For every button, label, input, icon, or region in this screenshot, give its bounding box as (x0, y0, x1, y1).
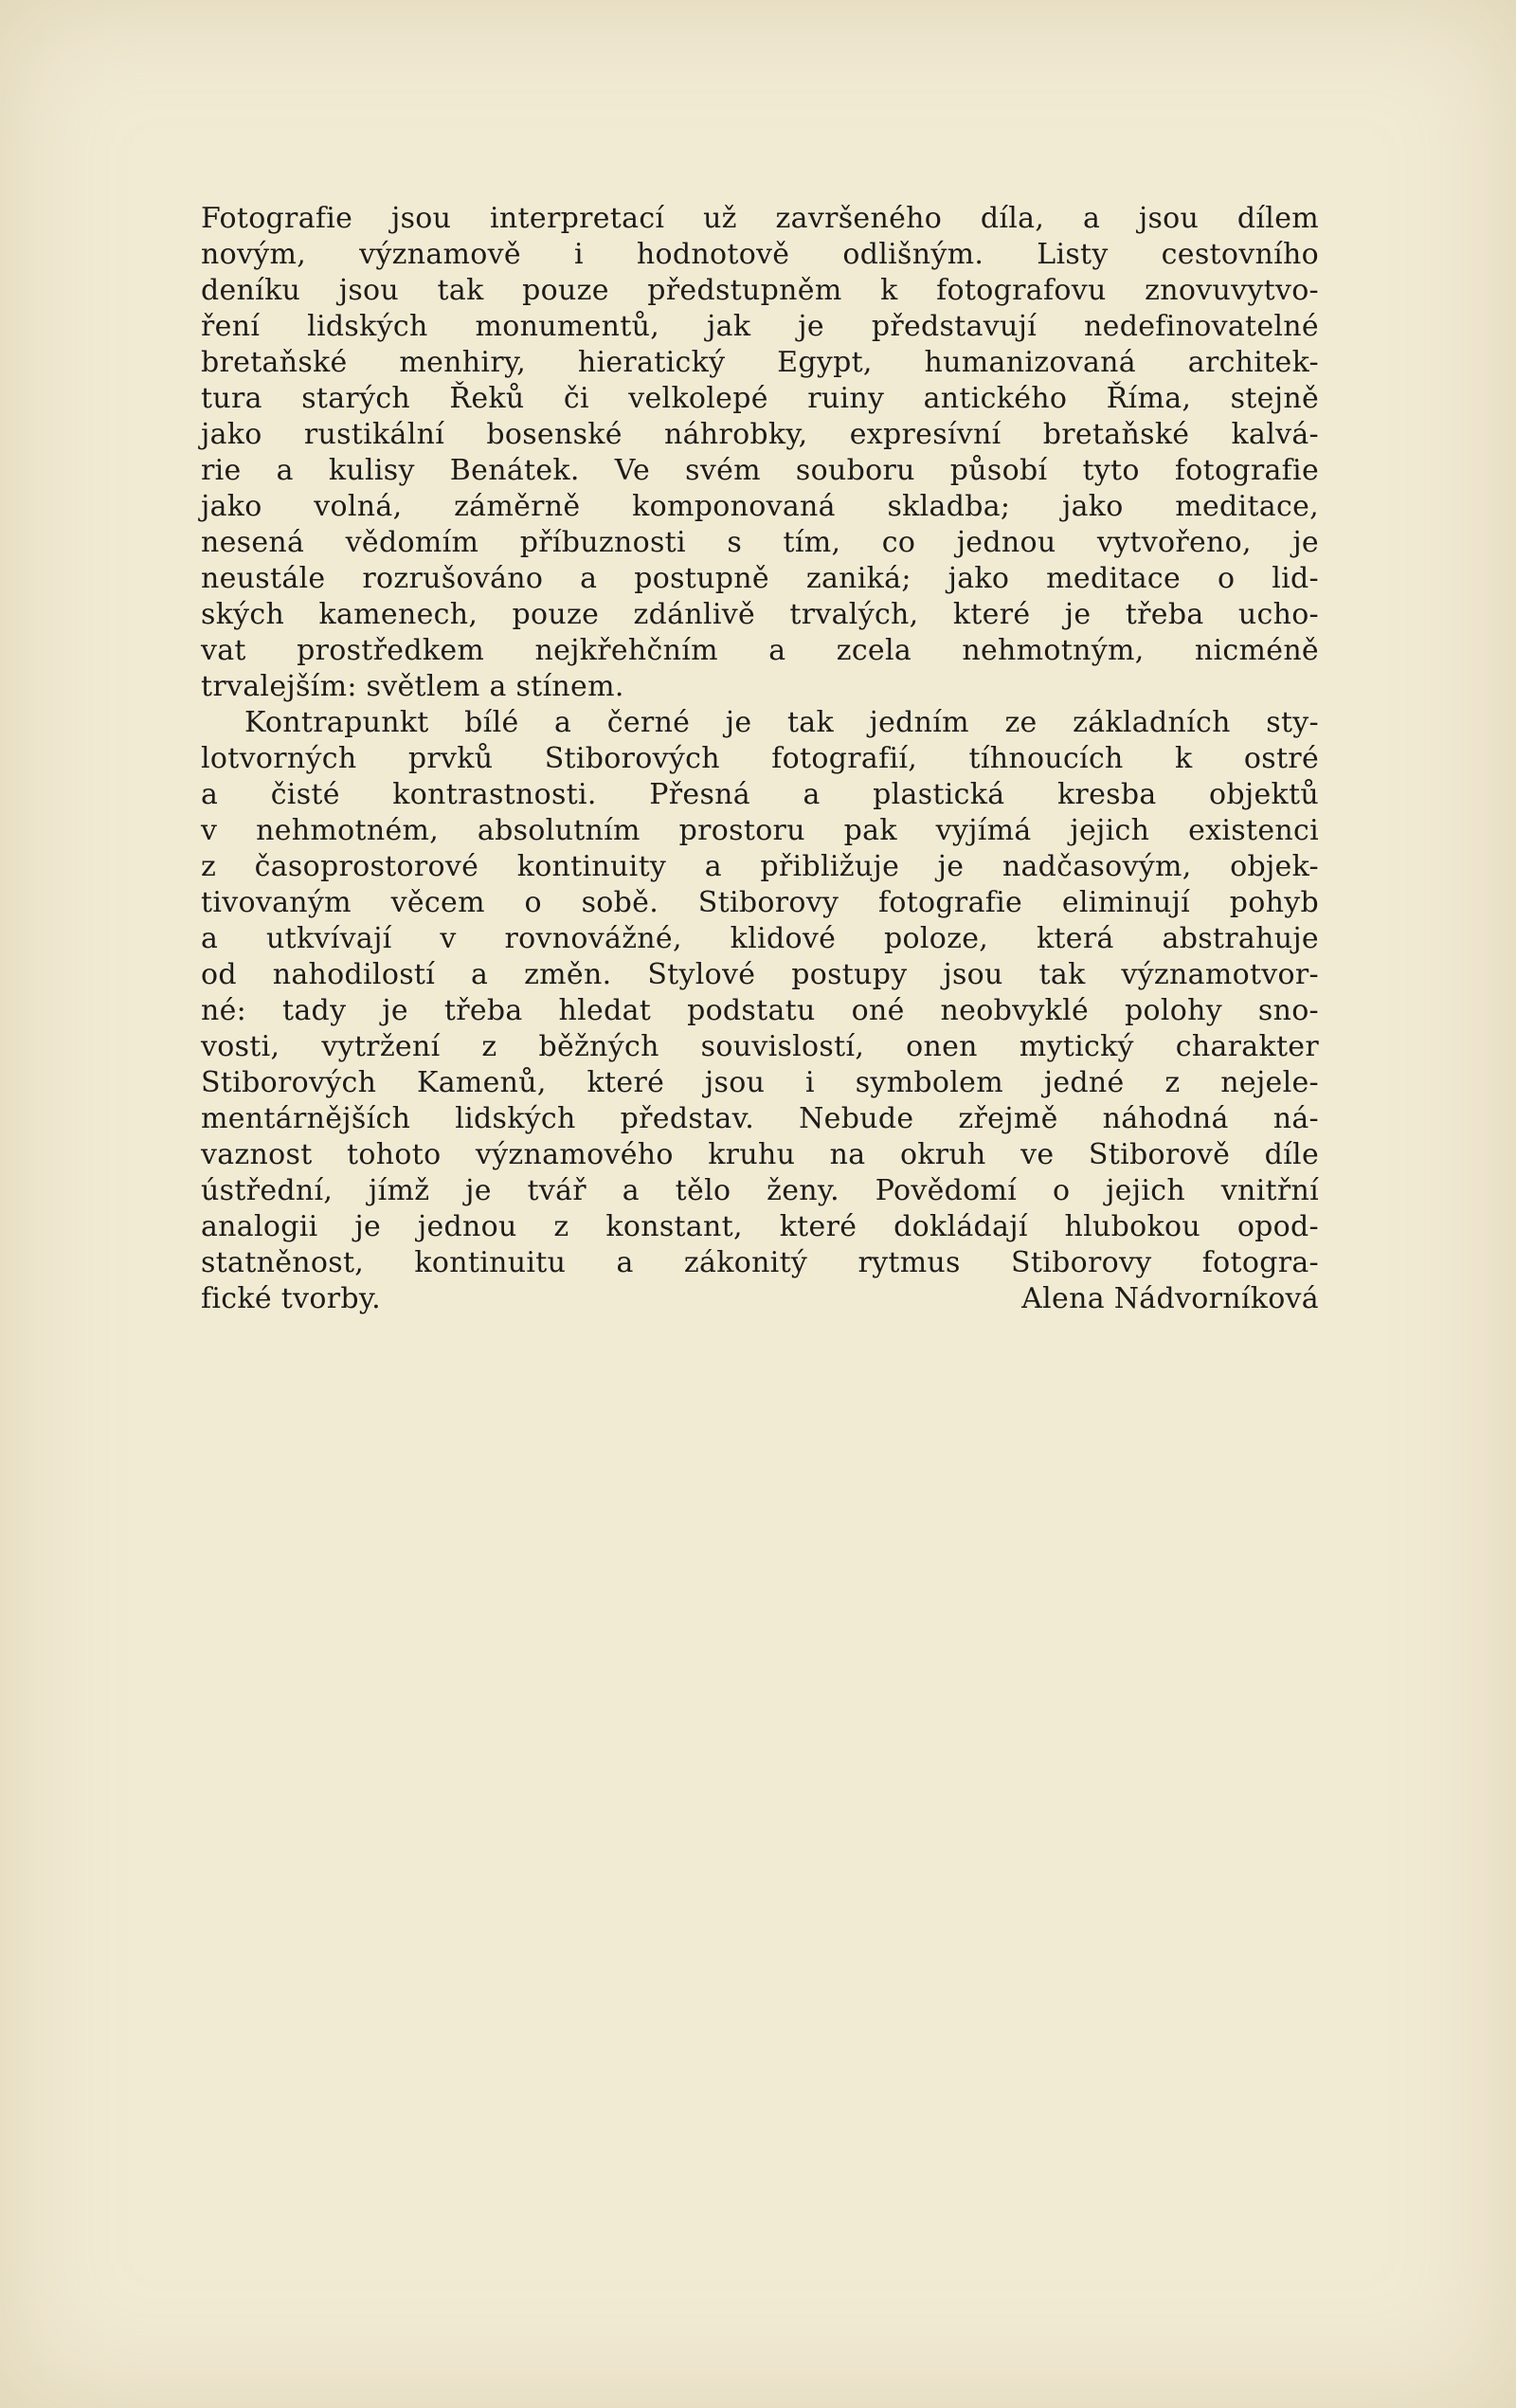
text-line: ských kamenech, pouze zdánlivě trvalých, které je třeba ucho- (201, 598, 1319, 631)
text-line: z časoprostorové kontinuity a přibližuje je nadčasovým, objek- (201, 850, 1319, 883)
closing-line (201, 1281, 1319, 1317)
text-line: Kontrapunkt bílé a černé je tak jedním ze základních sty- (244, 706, 1319, 739)
text-line: deníku jsou tak pouze předstupněm k fotografovu znovuvytvo- (201, 274, 1319, 307)
text-line: novým, významově i hodnotově odlišným. Listy cestovního (201, 238, 1319, 271)
text-line: nesená vědomím příbuznosti s tím, co jednou vytvořeno, je (201, 526, 1319, 559)
text-line: statněnost, kontinuitu a zákonitý rytmus Stiborovy fotogra- (201, 1246, 1319, 1279)
text-line: analogii je jednou z konstant, které dokládají hlubokou opod- (201, 1210, 1319, 1243)
paragraph-2 (201, 705, 1319, 1281)
text-line: lotvorných prvků Stiborových fotografií, tíhnoucích k ostré (201, 742, 1319, 775)
text-line: ústřední, jímž je tvář a tělo ženy. Povědomí o jejich vnitřní (201, 1174, 1319, 1207)
text-line: vat prostředkem nejkřehčním a zcela nehmotným, nicméně (201, 634, 1319, 667)
text-line: vosti, vytržení z běžných souvislostí, onen mytický charakter (201, 1030, 1319, 1063)
text-line: jako volná, záměrně komponovaná skladba; jako meditace, (201, 490, 1319, 523)
text-block (201, 201, 1319, 1317)
text-line: rie a kulisy Benátek. Ve svém souboru působí tyto fotografie (201, 454, 1319, 487)
text-line: a čisté kontrastnosti. Přesná a plastická kresba objektů (201, 778, 1319, 811)
text-line: ření lidských monumentů, jak je představují nedefinovatelné (201, 310, 1319, 343)
text-line: tivovaným věcem o sobě. Stiborovy fotografie eliminují pohyb (201, 886, 1319, 919)
text-line: neustále rozrušováno a postupně zaniká; jako meditace o lid- (201, 562, 1319, 595)
text-line: bretaňské menhiry, hieratický Egypt, humanizovaná architek- (201, 346, 1319, 379)
paragraph-1 (201, 201, 1319, 705)
closing-text: fické tvorby. (201, 1282, 381, 1315)
text-line: Fotografie jsou interpretací už završeného díla, a jsou dílem (201, 202, 1319, 235)
text-line: né: tady je třeba hledat podstatu oné neobvyklé polohy sno- (201, 994, 1319, 1027)
text-line: trvalejším: světlem a stínem. (201, 670, 624, 703)
text-line: v nehmotném, absolutním prostoru pak vyjímá jejich existenci (201, 814, 1319, 847)
text-line: a utkvívají v rovnovážné, klidové poloze, která abstrahuje (201, 922, 1319, 955)
text-line: mentárnějších lidských představ. Nebude zřejmě náhodná ná- (201, 1102, 1319, 1135)
author-signature: Alena Nádvorníková (1021, 1282, 1319, 1315)
text-line: jako rustikální bosenské náhrobky, expresívní bretaňské kalvá- (201, 418, 1319, 451)
text-line: Stiborových Kamenů, které jsou i symbolem jedné z nejele- (201, 1066, 1319, 1099)
text-line: tura starých Řeků či velkolepé ruiny antického Říma, stejně (201, 382, 1319, 415)
text-line: od nahodilostí a změn. Stylové postupy jsou tak významotvor- (201, 958, 1319, 991)
text-line: vaznost tohoto významového kruhu na okruh ve Stiborově díle (201, 1138, 1319, 1171)
